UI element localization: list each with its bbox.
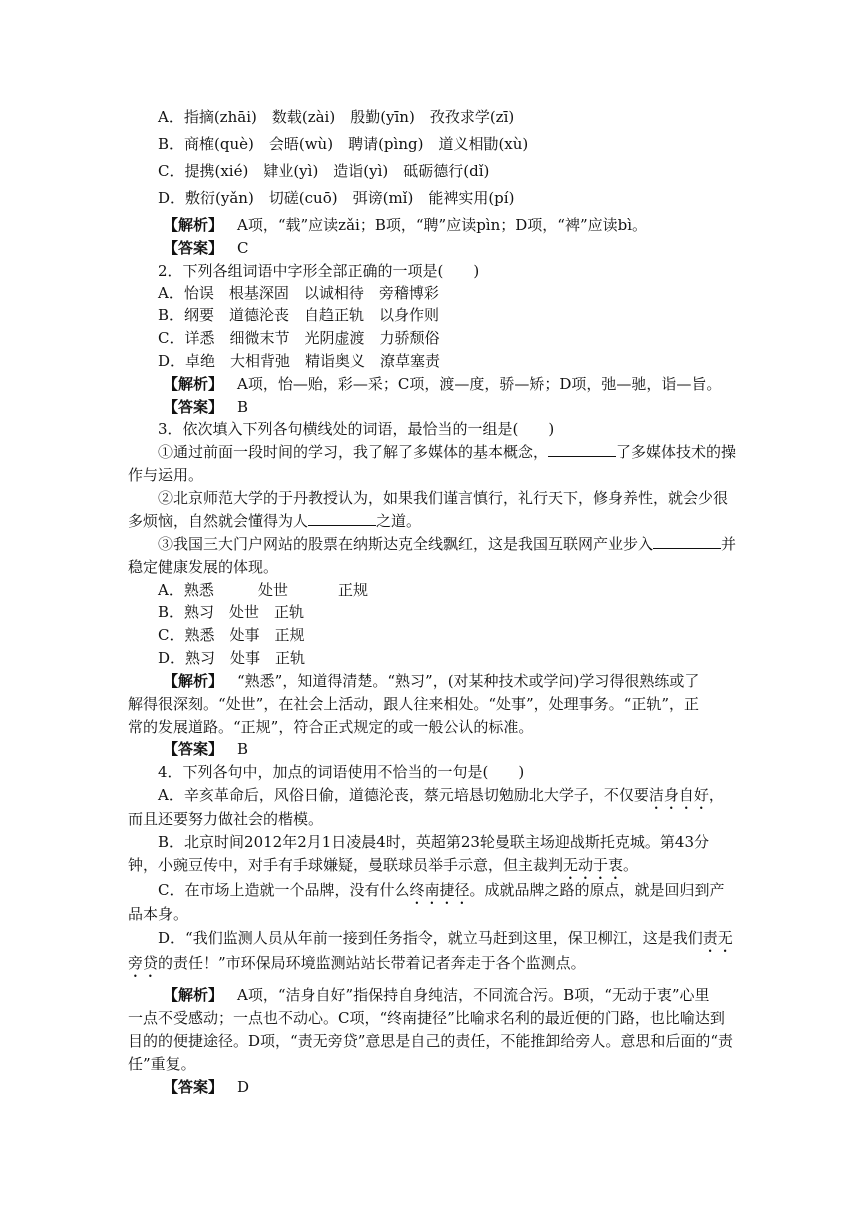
q3-sentence-1: ①通过前面一段时间的学习，我了解了多媒体的基本概念， 了多媒体技术的操 xyxy=(158,443,737,461)
q3-sentence-1-cont: 作与运用。 xyxy=(128,466,204,484)
q1-answer xyxy=(163,237,249,259)
q4-option-a-line2: 而且还要努力做社会的楷模。 xyxy=(128,810,324,828)
answer-label: 【答案】 xyxy=(163,740,224,758)
q2-option-d: D．卓绝 大相背弛 精诣奥义 潦草塞责 xyxy=(158,352,441,370)
q3-answer xyxy=(163,738,248,760)
answer-value: C xyxy=(237,239,249,257)
q3-option-c: C．熟悉 处事 正规 xyxy=(158,626,305,644)
analysis-text: A项，“洁身自好”指保持自身纯洁，不同流合污。B项，“无动于衷”心里 xyxy=(237,986,710,1004)
q3-sentence-3: ③我国三大门户网站的股票在纳斯达克全线飘红，这是我国互联网产业步入 并 xyxy=(158,535,737,553)
q4-answer xyxy=(163,1076,249,1098)
q4-option-d-line1: D．“我们监测人员从年前一接到任务指令，就立马赶到这里，保卫柳江，这是我们责无 xyxy=(158,929,733,947)
answer-label: 【答案】 xyxy=(163,1078,224,1096)
q2-option-b: B．纲要 道德沦丧 自趋正轨 以身作则 xyxy=(158,306,440,324)
q2-option-a: A．怡误 根基深固 以诚相待 旁稽博彩 xyxy=(158,284,439,302)
analysis-label: 【解析】 xyxy=(163,672,224,690)
analysis-text: “熟悉”，知道得清楚。“熟习”，(对某种技术或学问)学习得很熟练或了 xyxy=(237,672,700,690)
q3-option-b: B．熟习 处世 正轨 xyxy=(158,603,305,621)
q1-option-d: D．敷衍(yǎn) 切磋(cuō) 弭谤(mǐ) 能裨实用(pí) xyxy=(158,189,515,207)
dotted-term: 无动于衷 xyxy=(563,856,624,874)
fill-blank xyxy=(308,511,376,526)
q2-answer xyxy=(163,396,248,418)
analysis-label: 【解析】 xyxy=(163,216,224,234)
q3-option-d: D．熟习 处事 正轨 xyxy=(158,649,306,667)
analysis-text: A项，怡—贻，彩—采；C项，渡—度，骄—矫；D项，弛—驰，诣—旨。 xyxy=(237,375,722,393)
q3-sentence-2-cont: 多烦恼，自然就会懂得为人 之道。 xyxy=(128,512,422,530)
answer-value: D xyxy=(237,1078,250,1096)
q3-sentence-2: ②北京师范大学的于丹教授认为，如果我们谨言慎行，礼行天下，修身养性，就会少很 xyxy=(158,489,729,507)
q4-option-d-line2: 旁贷的责任！”市环保局环境监测站站长带着记者奔走于各个监测点。 xyxy=(128,954,586,972)
q3-analysis-1 xyxy=(163,670,699,692)
q2-analysis xyxy=(163,373,721,395)
q4-option-c-line1: C．在市场上造就一个品牌，没有什么终南捷径。成就品牌之路的原点，就是回归到产 xyxy=(158,881,725,899)
answer-value: B xyxy=(237,398,249,416)
dotted-term: 责无 xyxy=(702,929,733,947)
q2-stem: 2．下列各组词语中字形全部正确的一项是( ) xyxy=(158,262,480,280)
q4-analysis-2: 一点不受感动；一点也不动心。C项，“终南捷径”比喻求名利的最近便的门路，也比喻达到 xyxy=(128,1009,725,1027)
q1-option-b: B．商榷(què) 会晤(wù) 聘请(pìng) 道义相勖(xù) xyxy=(158,135,529,153)
q4-option-b-line1: B．北京时间2012年2月1日凌晨4时，英超第23轮曼联主场迎战斯托克城。第43分 xyxy=(158,833,710,851)
q4-analysis-3: 目的的便捷途径。D项，“责无旁贷”意思是自己的责任，不能推卸给旁人。意思和后面的“责 xyxy=(128,1032,734,1050)
dotted-term: 终南捷径 xyxy=(409,881,470,899)
dotted-term: 旁贷 xyxy=(128,954,159,972)
fill-blank xyxy=(548,442,616,457)
q1-analysis xyxy=(163,214,647,236)
analysis-label: 【解析】 xyxy=(163,375,224,393)
q3-option-a: A．熟悉 处世 正规 xyxy=(158,581,369,599)
dotted-term: 洁身自好 xyxy=(648,786,709,804)
q4-option-b-line2: 钟，小豌豆传中，对手有手球嫌疑，曼联球员举手示意，但主裁判无动于衷。 xyxy=(128,856,639,874)
analysis-label: 【解析】 xyxy=(163,986,224,1004)
q4-stem: 4．下列各句中，加点的词语使用不恰当的一句是( ) xyxy=(158,763,525,781)
analysis-text: A项，“载”应读zǎi；B项，“聘”应读pìn；D项，“裨”应读bì。 xyxy=(237,216,648,234)
q4-analysis-1 xyxy=(163,984,710,1006)
q3-stem: 3．依次填入下列各句横线处的词语，最恰当的一组是( ) xyxy=(158,420,555,438)
answer-value: B xyxy=(237,740,249,758)
answer-label: 【答案】 xyxy=(163,239,224,257)
q4-option-a-line1: A．辛亥革命后，风俗日偷，道德沦丧，蔡元培恳切勉励北大学子，不仅要洁身自好， xyxy=(158,786,724,804)
q1-option-c: C．提携(xié) 肄业(yì) 造诣(yì) 砥砺德行(dǐ) xyxy=(158,162,490,180)
q1-option-a: A．指摘(zhāi) 数载(zài) 殷勤(yīn) 孜孜求学(zī) xyxy=(158,108,515,126)
q3-sentence-3-cont: 稳定健康发展的体现。 xyxy=(128,558,279,576)
q4-option-c-line2: 品本身。 xyxy=(128,905,189,923)
answer-label: 【答案】 xyxy=(163,398,224,416)
q3-analysis-3: 常的发展道路。“正规”，符合正式规定的或一般公认的标准。 xyxy=(128,718,534,736)
q3-analysis-2: 解得很深刻。“处世”，在社会上活动，跟人往来相处。“处事”，处理事务。“正轨”，正 xyxy=(128,695,700,713)
q4-analysis-4: 任”重复。 xyxy=(128,1055,196,1073)
q2-option-c: C．详悉 细微末节 光阴虚渡 力骄颓俗 xyxy=(158,329,440,347)
fill-blank xyxy=(653,534,721,549)
